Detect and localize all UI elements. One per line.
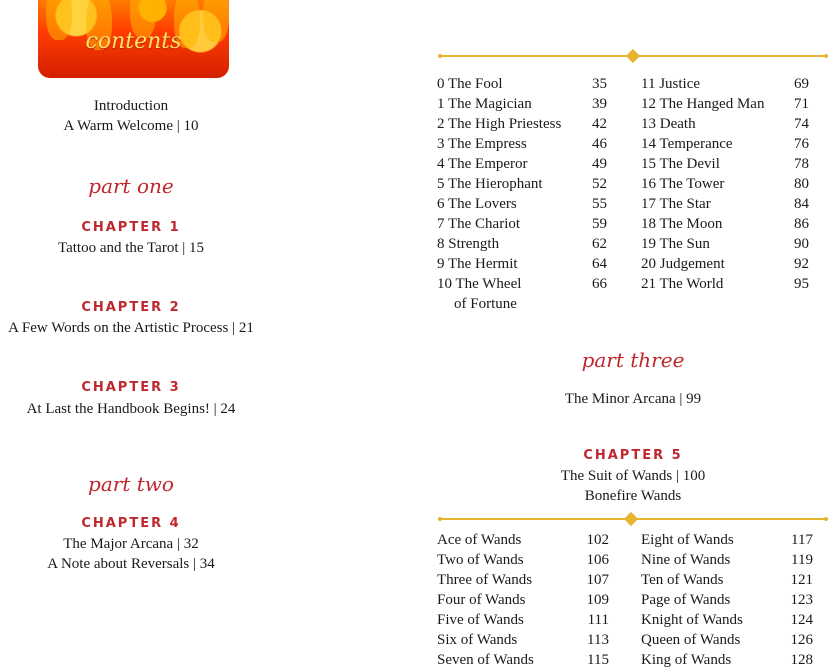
list-item (437, 134, 607, 154)
part-three-heading: part three (581, 348, 685, 372)
list-item (641, 134, 809, 154)
page-number: 107 (586, 572, 609, 588)
card-name: Four of Wands (437, 592, 526, 608)
page-number: 64 (592, 256, 607, 272)
list-item (437, 214, 607, 234)
page-number: 39 (592, 96, 607, 112)
page-number: 109 (586, 592, 609, 608)
page-number: 102 (586, 532, 609, 548)
page-number: 128 (790, 652, 813, 668)
page-number: 49 (592, 156, 607, 172)
list-item (641, 94, 809, 114)
chapter-5-label: CHAPTER 5 (583, 448, 683, 463)
card-name: Page of Wands (641, 592, 731, 608)
card-name: King of Wands (641, 652, 732, 668)
card-name: Two of Wands (437, 552, 524, 568)
list-item (641, 74, 809, 94)
chapter-4-label: CHAPTER 4 (81, 516, 181, 531)
list-item (437, 570, 609, 590)
divider-end-dot (824, 54, 828, 58)
list-item (641, 630, 813, 650)
list-item (641, 154, 809, 174)
page-number: 111 (587, 612, 609, 628)
card-name: Six of Wands (437, 632, 518, 648)
list-item (641, 550, 813, 570)
page-number: 69 (794, 76, 809, 92)
card-name: Ace of Wands (437, 532, 522, 548)
list-item (641, 530, 813, 550)
page-number: 35 (592, 76, 607, 92)
chapter-1-label: CHAPTER 1 (81, 220, 181, 235)
divider-diamond-icon (626, 49, 640, 63)
card-name: 2 The High Priestess (437, 116, 562, 132)
card-name: 18 The Moon (641, 216, 723, 232)
card-name: Knight of Wands (641, 612, 743, 628)
chapter-3-title: At Last the Handbook Begins! | 24 (26, 401, 236, 417)
divider-diamond-icon (624, 512, 638, 526)
list-item (437, 94, 607, 114)
list-item (437, 610, 609, 630)
contents-title: contents (85, 29, 182, 54)
list-item (437, 74, 607, 94)
intro-title: Introduction (93, 98, 169, 114)
card-name: 1 The Magician (437, 96, 532, 112)
card-name: 15 The Devil (641, 156, 720, 172)
card-name: Eight of Wands (641, 532, 734, 548)
page-number: 124 (790, 612, 813, 628)
list-item (641, 234, 809, 254)
divider-middle (438, 514, 828, 524)
card-name: Seven of Wands (437, 652, 534, 668)
list-item (437, 154, 607, 174)
card-name: 19 The Sun (641, 236, 710, 252)
card-name: 11 Justice (641, 76, 701, 92)
page-number: 59 (592, 216, 607, 232)
card-name: 14 Temperance (641, 136, 733, 152)
list-item (641, 274, 809, 294)
chapter-2-title: A Few Words on the Artistic Process | 21 (8, 320, 254, 336)
chapter-3-label: CHAPTER 3 (81, 380, 181, 395)
card-name: 13 Death (641, 116, 696, 132)
card-name: Five of Wands (437, 612, 524, 628)
page-number: 90 (794, 236, 809, 252)
list-item (641, 194, 809, 214)
card-name: 0 The Fool (437, 76, 503, 92)
chapter-4-title: The Major Arcana | 32 (63, 536, 199, 552)
list-item (437, 254, 607, 274)
page-number: 113 (587, 632, 609, 648)
page-number: 76 (794, 136, 809, 152)
card-name: 5 The Hierophant (437, 176, 543, 192)
list-item (437, 650, 609, 670)
list-item (641, 214, 809, 234)
card-name: 21 The World (641, 276, 724, 292)
list-item (437, 274, 607, 294)
card-name: 12 The Hanged Man (641, 96, 765, 112)
card-name: 10 The Wheel (437, 276, 522, 292)
chapter-5-subtitle: Bonefire Wands (584, 488, 682, 504)
page-number: 46 (592, 136, 607, 152)
page-number: 106 (586, 552, 609, 568)
list-item (437, 234, 607, 254)
list-item (641, 114, 809, 134)
part-one-heading: part one (88, 174, 174, 198)
card-name: Ten of Wands (641, 572, 724, 588)
card-name: 8 Strength (437, 236, 500, 252)
page-number: 71 (794, 96, 809, 112)
page-number: 86 (794, 216, 809, 232)
page-number: 42 (592, 116, 607, 132)
list-item (437, 530, 609, 550)
list-item (437, 550, 609, 570)
list-item (641, 610, 813, 630)
list-item (641, 254, 809, 274)
card-name: of Fortune (454, 296, 517, 312)
card-name: Queen of Wands (641, 632, 741, 648)
page-number: 117 (791, 532, 813, 548)
list-item (641, 590, 813, 610)
chapter-1-title: Tattoo and the Tarot | 15 (57, 240, 204, 256)
page-number: 123 (790, 592, 813, 608)
page-number: 119 (791, 552, 813, 568)
card-name: 7 The Chariot (437, 216, 521, 232)
list-item (437, 114, 607, 134)
page-number: 80 (794, 176, 809, 192)
list-item (437, 174, 607, 194)
divider-end-dot (824, 517, 828, 521)
page-number: 92 (794, 256, 809, 272)
card-name: 4 The Emperor (437, 156, 528, 172)
intro-line: A Warm Welcome | 10 (63, 118, 199, 134)
part-two-heading: part two (88, 472, 174, 496)
chapter-4-subtitle: A Note about Reversals | 34 (47, 556, 215, 572)
page-number: 52 (592, 176, 607, 192)
chapter-2-label: CHAPTER 2 (81, 300, 181, 315)
card-name: 20 Judgement (641, 256, 725, 272)
list-item (437, 590, 609, 610)
list-item (437, 194, 607, 214)
page-number: 78 (794, 156, 809, 172)
page-number: 84 (794, 196, 809, 212)
major-arcana-list (437, 74, 831, 314)
page-number: 66 (592, 276, 607, 292)
wands-list (437, 530, 831, 672)
contents-banner (38, 0, 229, 78)
card-name: 17 The Star (641, 196, 711, 212)
page-number: 115 (587, 652, 609, 668)
page-number: 55 (592, 196, 607, 212)
page-number: 121 (790, 572, 813, 588)
card-name: 9 The Hermit (437, 256, 518, 272)
part-three-title: The Minor Arcana | 99 (564, 391, 702, 407)
list-item (641, 174, 809, 194)
page-number: 126 (790, 632, 813, 648)
list-item (641, 570, 813, 590)
page-number: 62 (592, 236, 607, 252)
card-name: Three of Wands (437, 572, 533, 588)
list-item-continuation (454, 294, 604, 314)
list-item (641, 650, 813, 670)
card-name: 6 The Lovers (437, 196, 517, 212)
card-name: 3 The Empress (437, 136, 527, 152)
page-number: 74 (794, 116, 809, 132)
card-name: Nine of Wands (641, 552, 731, 568)
list-item (437, 630, 609, 650)
divider-top (438, 51, 828, 61)
card-name: 16 The Tower (641, 176, 725, 192)
page-number: 95 (794, 276, 809, 292)
chapter-5-title: The Suit of Wands | 100 (560, 468, 706, 484)
